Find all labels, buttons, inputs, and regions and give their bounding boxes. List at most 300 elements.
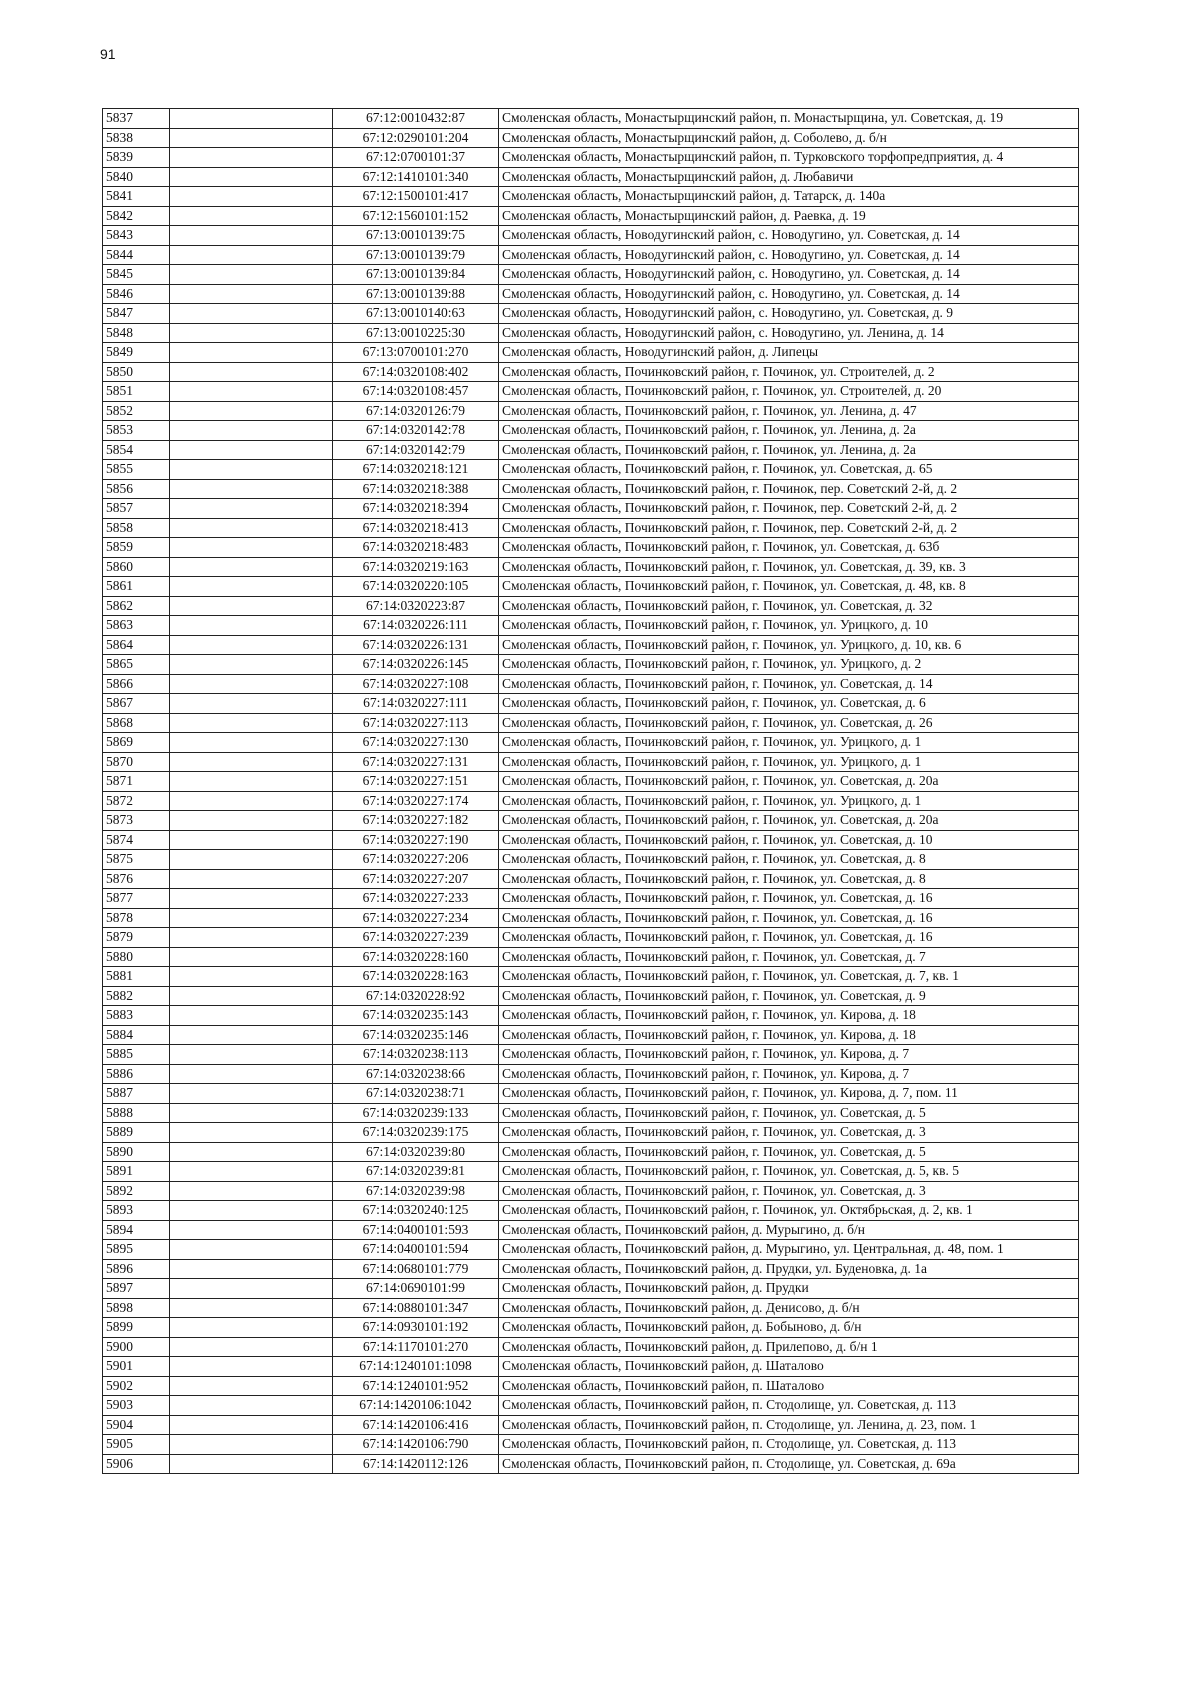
address-cell: Смоленская область, Починковский район, д. Денисово, д. б/н bbox=[499, 1298, 1079, 1318]
address-cell: Смоленская область, Монастырщинский район, д. Любавичи bbox=[499, 167, 1079, 187]
table-row bbox=[103, 187, 1079, 207]
table-row bbox=[103, 1162, 1079, 1182]
address-cell: Смоленская область, Починковский район, г. Починок, пер. Советский 2-й, д. 2 bbox=[499, 518, 1079, 538]
address-cell: Смоленская область, Монастырщинский район, д. Раевка, д. 19 bbox=[499, 206, 1079, 226]
address-cell: Смоленская область, Починковский район, г. Починок, ул. Кирова, д. 7 bbox=[499, 1045, 1079, 1065]
row-empty-cell bbox=[170, 830, 333, 850]
cadastral-number-cell: 67:14:0320223:87 bbox=[333, 596, 499, 616]
address-cell: Смоленская область, Монастырщинский район, д. Татарск, д. 140а bbox=[499, 187, 1079, 207]
row-number-cell: 5854 bbox=[103, 440, 170, 460]
address-cell: Смоленская область, Починковский район, п. Стодолище, ул. Ленина, д. 23, пом. 1 bbox=[499, 1415, 1079, 1435]
row-empty-cell bbox=[170, 947, 333, 967]
row-number-cell: 5848 bbox=[103, 323, 170, 343]
row-empty-cell bbox=[170, 421, 333, 441]
row-number-cell: 5873 bbox=[103, 811, 170, 831]
row-number-cell: 5885 bbox=[103, 1045, 170, 1065]
address-cell: Смоленская область, Починковский район, г. Починок, ул. Советская, д. 3 bbox=[499, 1123, 1079, 1143]
row-number-cell: 5892 bbox=[103, 1181, 170, 1201]
table-row bbox=[103, 1006, 1079, 1026]
cadastral-number-cell: 67:13:0010225:30 bbox=[333, 323, 499, 343]
row-empty-cell bbox=[170, 869, 333, 889]
cadastral-number-cell: 67:14:1420106:416 bbox=[333, 1415, 499, 1435]
cadastral-number-cell: 67:13:0700101:270 bbox=[333, 343, 499, 363]
address-cell: Смоленская область, Починковский район, д. Мурыгино, д. б/н bbox=[499, 1220, 1079, 1240]
row-empty-cell bbox=[170, 206, 333, 226]
cadastral-number-cell: 67:14:0320226:111 bbox=[333, 616, 499, 636]
row-number-cell: 5847 bbox=[103, 304, 170, 324]
address-cell: Смоленская область, Новодугинский район, с. Новодугино, ул. Советская, д. 9 bbox=[499, 304, 1079, 324]
address-cell: Смоленская область, Починковский район, г. Починок, ул. Советская, д. 20а bbox=[499, 811, 1079, 831]
row-number-cell: 5894 bbox=[103, 1220, 170, 1240]
row-empty-cell bbox=[170, 1220, 333, 1240]
address-cell: Смоленская область, Починковский район, г. Починок, ул. Советская, д. 8 bbox=[499, 869, 1079, 889]
address-cell: Смоленская область, Починковский район, г. Починок, ул. Кирова, д. 7 bbox=[499, 1064, 1079, 1084]
address-cell: Смоленская область, Монастырщинский район, п. Монастырщина, ул. Советская, д. 19 bbox=[499, 109, 1079, 129]
address-cell: Смоленская область, Починковский район, г. Починок, ул. Советская, д. 16 bbox=[499, 928, 1079, 948]
address-cell: Смоленская область, Новодугинский район, с. Новодугино, ул. Советская, д. 14 bbox=[499, 284, 1079, 304]
page-number: 91 bbox=[100, 46, 116, 62]
row-number-cell: 5895 bbox=[103, 1240, 170, 1260]
row-number-cell: 5865 bbox=[103, 655, 170, 675]
cadastral-number-cell: 67:14:0320142:79 bbox=[333, 440, 499, 460]
cadastral-number-cell: 67:12:0700101:37 bbox=[333, 148, 499, 168]
row-empty-cell bbox=[170, 499, 333, 519]
table-row bbox=[103, 577, 1079, 597]
cadastral-number-cell: 67:14:0320218:413 bbox=[333, 518, 499, 538]
table-row bbox=[103, 128, 1079, 148]
table-row bbox=[103, 479, 1079, 499]
address-cell: Смоленская область, Починковский район, д. Мурыгино, ул. Центральная, д. 48, пом. 1 bbox=[499, 1240, 1079, 1260]
address-cell: Смоленская область, Монастырщинский район, п. Турковского торфопредприятия, д. 4 bbox=[499, 148, 1079, 168]
row-number-cell: 5843 bbox=[103, 226, 170, 246]
cadastral-number-cell: 67:14:0320239:80 bbox=[333, 1142, 499, 1162]
row-empty-cell bbox=[170, 284, 333, 304]
table-row bbox=[103, 1181, 1079, 1201]
row-empty-cell bbox=[170, 187, 333, 207]
address-cell: Смоленская область, Монастырщинский район, д. Соболево, д. б/н bbox=[499, 128, 1079, 148]
row-number-cell: 5887 bbox=[103, 1084, 170, 1104]
address-cell: Смоленская область, Починковский район, г. Починок, пер. Советский 2-й, д. 2 bbox=[499, 479, 1079, 499]
row-empty-cell bbox=[170, 733, 333, 753]
address-cell: Смоленская область, Починковский район, г. Починок, ул. Советская, д. 39, кв. 3 bbox=[499, 557, 1079, 577]
address-cell: Смоленская область, Новодугинский район, с. Новодугино, ул. Советская, д. 14 bbox=[499, 245, 1079, 265]
row-empty-cell bbox=[170, 1415, 333, 1435]
cadastral-number-cell: 67:14:0320219:163 bbox=[333, 557, 499, 577]
row-number-cell: 5849 bbox=[103, 343, 170, 363]
row-empty-cell bbox=[170, 596, 333, 616]
address-cell: Смоленская область, Починковский район, г. Починок, ул. Советская, д. 14 bbox=[499, 674, 1079, 694]
row-number-cell: 5844 bbox=[103, 245, 170, 265]
cadastral-number-cell: 67:13:0010140:63 bbox=[333, 304, 499, 324]
table-row bbox=[103, 382, 1079, 402]
row-empty-cell bbox=[170, 694, 333, 714]
row-number-cell: 5870 bbox=[103, 752, 170, 772]
row-empty-cell bbox=[170, 109, 333, 129]
row-empty-cell bbox=[170, 323, 333, 343]
address-cell: Смоленская область, Новодугинский район, д. Липецы bbox=[499, 343, 1079, 363]
row-empty-cell bbox=[170, 401, 333, 421]
table-row bbox=[103, 401, 1079, 421]
row-number-cell: 5875 bbox=[103, 850, 170, 870]
cadastral-number-cell: 67:14:0680101:779 bbox=[333, 1259, 499, 1279]
table-row bbox=[103, 362, 1079, 382]
table-row bbox=[103, 518, 1079, 538]
table-row bbox=[103, 1084, 1079, 1104]
address-cell: Смоленская область, Починковский район, г. Починок, ул. Советская, д. 8 bbox=[499, 850, 1079, 870]
table-row bbox=[103, 1415, 1079, 1435]
cadastral-number-cell: 67:14:0320220:105 bbox=[333, 577, 499, 597]
row-empty-cell bbox=[170, 1454, 333, 1474]
table-row bbox=[103, 206, 1079, 226]
cadastral-number-cell: 67:14:0320228:160 bbox=[333, 947, 499, 967]
row-empty-cell bbox=[170, 635, 333, 655]
row-number-cell: 5841 bbox=[103, 187, 170, 207]
row-number-cell: 5839 bbox=[103, 148, 170, 168]
row-number-cell: 5866 bbox=[103, 674, 170, 694]
cadastral-number-cell: 67:14:1240101:1098 bbox=[333, 1357, 499, 1377]
cadastral-number-cell: 67:14:0320239:175 bbox=[333, 1123, 499, 1143]
row-empty-cell bbox=[170, 908, 333, 928]
address-cell: Смоленская область, Починковский район, г. Починок, ул. Советская, д. 5, кв. 5 bbox=[499, 1162, 1079, 1182]
table-row bbox=[103, 1142, 1079, 1162]
address-cell: Смоленская область, Новодугинский район, с. Новодугино, ул. Советская, д. 14 bbox=[499, 265, 1079, 285]
table-row bbox=[103, 908, 1079, 928]
table-row bbox=[103, 1123, 1079, 1143]
address-cell: Смоленская область, Починковский район, г. Починок, ул. Советская, д. 26 bbox=[499, 713, 1079, 733]
row-number-cell: 5890 bbox=[103, 1142, 170, 1162]
cadastral-number-cell: 67:12:1500101:417 bbox=[333, 187, 499, 207]
table-row bbox=[103, 304, 1079, 324]
row-number-cell: 5855 bbox=[103, 460, 170, 480]
row-empty-cell bbox=[170, 616, 333, 636]
address-cell: Смоленская область, Починковский район, п. Стодолище, ул. Советская, д. 113 bbox=[499, 1396, 1079, 1416]
row-number-cell: 5869 bbox=[103, 733, 170, 753]
row-number-cell: 5906 bbox=[103, 1454, 170, 1474]
row-number-cell: 5857 bbox=[103, 499, 170, 519]
row-empty-cell bbox=[170, 167, 333, 187]
row-number-cell: 5861 bbox=[103, 577, 170, 597]
table-row bbox=[103, 1396, 1079, 1416]
address-cell: Смоленская область, Починковский район, г. Починок, ул. Советская, д. 7 bbox=[499, 947, 1079, 967]
cadastral-number-cell: 67:14:0320227:131 bbox=[333, 752, 499, 772]
table-row bbox=[103, 791, 1079, 811]
table-row bbox=[103, 967, 1079, 987]
row-empty-cell bbox=[170, 1259, 333, 1279]
table-row bbox=[103, 265, 1079, 285]
row-number-cell: 5879 bbox=[103, 928, 170, 948]
row-number-cell: 5846 bbox=[103, 284, 170, 304]
table-row bbox=[103, 148, 1079, 168]
table-row bbox=[103, 772, 1079, 792]
row-empty-cell bbox=[170, 1376, 333, 1396]
table-row bbox=[103, 1298, 1079, 1318]
row-number-cell: 5874 bbox=[103, 830, 170, 850]
row-empty-cell bbox=[170, 518, 333, 538]
row-number-cell: 5877 bbox=[103, 889, 170, 909]
address-cell: Смоленская область, Починковский район, п. Стодолище, ул. Советская, д. 69а bbox=[499, 1454, 1079, 1474]
row-number-cell: 5901 bbox=[103, 1357, 170, 1377]
table-row bbox=[103, 1025, 1079, 1045]
cadastral-number-cell: 67:13:0010139:75 bbox=[333, 226, 499, 246]
cadastral-number-cell: 67:12:1560101:152 bbox=[333, 206, 499, 226]
row-empty-cell bbox=[170, 1279, 333, 1299]
row-empty-cell bbox=[170, 479, 333, 499]
row-number-cell: 5902 bbox=[103, 1376, 170, 1396]
row-empty-cell bbox=[170, 850, 333, 870]
row-number-cell: 5889 bbox=[103, 1123, 170, 1143]
row-number-cell: 5898 bbox=[103, 1298, 170, 1318]
address-cell: Смоленская область, Починковский район, г. Починок, ул. Советская, д. 10 bbox=[499, 830, 1079, 850]
address-cell: Смоленская область, Починковский район, г. Починок, ул. Урицкого, д. 10 bbox=[499, 616, 1079, 636]
cadastral-number-cell: 67:13:0010139:88 bbox=[333, 284, 499, 304]
address-cell: Смоленская область, Починковский район, г. Починок, ул. Кирова, д. 18 bbox=[499, 1025, 1079, 1045]
row-number-cell: 5882 bbox=[103, 986, 170, 1006]
cadastral-number-cell: 67:14:0320226:145 bbox=[333, 655, 499, 675]
row-empty-cell bbox=[170, 1181, 333, 1201]
row-empty-cell bbox=[170, 928, 333, 948]
row-number-cell: 5856 bbox=[103, 479, 170, 499]
table-row bbox=[103, 1201, 1079, 1221]
row-empty-cell bbox=[170, 1435, 333, 1455]
cadastral-number-cell: 67:14:0320108:457 bbox=[333, 382, 499, 402]
table-row bbox=[103, 538, 1079, 558]
row-empty-cell bbox=[170, 304, 333, 324]
row-empty-cell bbox=[170, 440, 333, 460]
address-cell: Смоленская область, Починковский район, д. Прудки, ул. Буденовка, д. 1а bbox=[499, 1259, 1079, 1279]
table-row bbox=[103, 421, 1079, 441]
row-number-cell: 5840 bbox=[103, 167, 170, 187]
row-empty-cell bbox=[170, 245, 333, 265]
cadastral-number-cell: 67:14:0320235:146 bbox=[333, 1025, 499, 1045]
row-empty-cell bbox=[170, 772, 333, 792]
cadastral-number-cell: 67:14:0320126:79 bbox=[333, 401, 499, 421]
row-number-cell: 5872 bbox=[103, 791, 170, 811]
cadastral-number-cell: 67:14:0400101:594 bbox=[333, 1240, 499, 1260]
row-empty-cell bbox=[170, 265, 333, 285]
address-cell: Смоленская область, Починковский район, г. Починок, ул. Советская, д. 65 bbox=[499, 460, 1079, 480]
row-number-cell: 5905 bbox=[103, 1435, 170, 1455]
row-empty-cell bbox=[170, 1084, 333, 1104]
row-number-cell: 5871 bbox=[103, 772, 170, 792]
row-empty-cell bbox=[170, 460, 333, 480]
row-empty-cell bbox=[170, 1396, 333, 1416]
row-number-cell: 5876 bbox=[103, 869, 170, 889]
table-row bbox=[103, 1064, 1079, 1084]
table-row bbox=[103, 499, 1079, 519]
row-empty-cell bbox=[170, 713, 333, 733]
row-empty-cell bbox=[170, 1103, 333, 1123]
row-number-cell: 5858 bbox=[103, 518, 170, 538]
row-empty-cell bbox=[170, 1298, 333, 1318]
row-empty-cell bbox=[170, 128, 333, 148]
table-row bbox=[103, 1279, 1079, 1299]
table-row bbox=[103, 167, 1079, 187]
row-empty-cell bbox=[170, 967, 333, 987]
cadastral-number-cell: 67:14:0320238:71 bbox=[333, 1084, 499, 1104]
row-empty-cell bbox=[170, 1142, 333, 1162]
row-number-cell: 5859 bbox=[103, 538, 170, 558]
row-empty-cell bbox=[170, 1240, 333, 1260]
address-cell: Смоленская область, Починковский район, г. Починок, ул. Октябрьская, д. 2, кв. 1 bbox=[499, 1201, 1079, 1221]
row-empty-cell bbox=[170, 655, 333, 675]
address-cell: Смоленская область, Починковский район, г. Починок, ул. Советская, д. 16 bbox=[499, 889, 1079, 909]
address-cell: Смоленская область, Починковский район, г. Починок, ул. Строителей, д. 20 bbox=[499, 382, 1079, 402]
row-empty-cell bbox=[170, 1064, 333, 1084]
cadastral-number-cell: 67:14:0400101:593 bbox=[333, 1220, 499, 1240]
table-row bbox=[103, 343, 1079, 363]
row-empty-cell bbox=[170, 1045, 333, 1065]
cadastral-number-cell: 67:14:0930101:192 bbox=[333, 1318, 499, 1338]
row-empty-cell bbox=[170, 148, 333, 168]
table-row bbox=[103, 1376, 1079, 1396]
row-empty-cell bbox=[170, 752, 333, 772]
row-empty-cell bbox=[170, 1123, 333, 1143]
table-row bbox=[103, 869, 1079, 889]
address-cell: Смоленская область, Починковский район, г. Починок, ул. Ленина, д. 2а bbox=[499, 421, 1079, 441]
table-row bbox=[103, 850, 1079, 870]
row-empty-cell bbox=[170, 1357, 333, 1377]
table-row bbox=[103, 1454, 1079, 1474]
cadastral-number-cell: 67:14:1420106:1042 bbox=[333, 1396, 499, 1416]
table-row bbox=[103, 830, 1079, 850]
row-number-cell: 5891 bbox=[103, 1162, 170, 1182]
row-number-cell: 5860 bbox=[103, 557, 170, 577]
address-cell: Смоленская область, Новодугинский район, с. Новодугино, ул. Ленина, д. 14 bbox=[499, 323, 1079, 343]
table-row bbox=[103, 1357, 1079, 1377]
cadastral-number-cell: 67:14:0320227:233 bbox=[333, 889, 499, 909]
row-number-cell: 5899 bbox=[103, 1318, 170, 1338]
address-cell: Смоленская область, Починковский район, п. Стодолище, ул. Советская, д. 113 bbox=[499, 1435, 1079, 1455]
address-cell: Смоленская область, Починковский район, д. Шаталово bbox=[499, 1357, 1079, 1377]
cadastral-number-cell: 67:14:0320218:121 bbox=[333, 460, 499, 480]
address-cell: Смоленская область, Починковский район, г. Починок, ул. Урицкого, д. 1 bbox=[499, 752, 1079, 772]
row-number-cell: 5881 bbox=[103, 967, 170, 987]
row-empty-cell bbox=[170, 1006, 333, 1026]
row-empty-cell bbox=[170, 1025, 333, 1045]
table-row bbox=[103, 1318, 1079, 1338]
row-empty-cell bbox=[170, 1337, 333, 1357]
address-cell: Смоленская область, Починковский район, г. Починок, ул. Советская, д. 6 bbox=[499, 694, 1079, 714]
row-empty-cell bbox=[170, 1318, 333, 1338]
address-cell: Смоленская область, Починковский район, г. Починок, ул. Урицкого, д. 1 bbox=[499, 733, 1079, 753]
table-row bbox=[103, 1337, 1079, 1357]
cadastral-number-cell: 67:14:0320227:151 bbox=[333, 772, 499, 792]
address-cell: Смоленская область, Починковский район, г. Починок, ул. Строителей, д. 2 bbox=[499, 362, 1079, 382]
row-number-cell: 5864 bbox=[103, 635, 170, 655]
address-cell: Смоленская область, Починковский район, г. Починок, ул. Урицкого, д. 2 bbox=[499, 655, 1079, 675]
row-empty-cell bbox=[170, 791, 333, 811]
cadastral-number-cell: 67:14:0320240:125 bbox=[333, 1201, 499, 1221]
cadastral-number-cell: 67:14:0320227:113 bbox=[333, 713, 499, 733]
cadastral-number-cell: 67:13:0010139:84 bbox=[333, 265, 499, 285]
cadastral-number-cell: 67:14:1240101:952 bbox=[333, 1376, 499, 1396]
address-cell: Смоленская область, Починковский район, г. Починок, ул. Урицкого, д. 10, кв. 6 bbox=[499, 635, 1079, 655]
cadastral-number-cell: 67:14:0320226:131 bbox=[333, 635, 499, 655]
table-row bbox=[103, 557, 1079, 577]
table-row bbox=[103, 811, 1079, 831]
cadastral-number-cell: 67:14:0320227:108 bbox=[333, 674, 499, 694]
row-number-cell: 5888 bbox=[103, 1103, 170, 1123]
registry-table-body bbox=[103, 109, 1079, 1474]
address-cell: Смоленская область, Починковский район, г. Починок, ул. Советская, д. 32 bbox=[499, 596, 1079, 616]
row-empty-cell bbox=[170, 538, 333, 558]
cadastral-number-cell: 67:14:0320227:111 bbox=[333, 694, 499, 714]
cadastral-number-cell: 67:14:0320218:394 bbox=[333, 499, 499, 519]
cadastral-number-cell: 67:14:0880101:347 bbox=[333, 1298, 499, 1318]
row-number-cell: 5837 bbox=[103, 109, 170, 129]
row-empty-cell bbox=[170, 1201, 333, 1221]
cadastral-number-cell: 67:12:0010432:87 bbox=[333, 109, 499, 129]
cadastral-number-cell: 67:14:0320142:78 bbox=[333, 421, 499, 441]
row-empty-cell bbox=[170, 889, 333, 909]
table-row bbox=[103, 440, 1079, 460]
table-row bbox=[103, 226, 1079, 246]
row-number-cell: 5903 bbox=[103, 1396, 170, 1416]
row-number-cell: 5838 bbox=[103, 128, 170, 148]
table-row bbox=[103, 889, 1079, 909]
address-cell: Смоленская область, Починковский район, г. Починок, ул. Кирова, д. 18 bbox=[499, 1006, 1079, 1026]
row-number-cell: 5862 bbox=[103, 596, 170, 616]
cadastral-number-cell: 67:14:0320218:388 bbox=[333, 479, 499, 499]
row-number-cell: 5900 bbox=[103, 1337, 170, 1357]
address-cell: Смоленская область, Починковский район, д. Прилепово, д. б/н 1 bbox=[499, 1337, 1079, 1357]
address-cell: Смоленская область, Починковский район, г. Починок, ул. Советская, д. 7, кв. 1 bbox=[499, 967, 1079, 987]
table-row bbox=[103, 1103, 1079, 1123]
table-row bbox=[103, 713, 1079, 733]
row-number-cell: 5867 bbox=[103, 694, 170, 714]
address-cell: Смоленская область, Починковский район, г. Починок, ул. Советская, д. 5 bbox=[499, 1103, 1079, 1123]
table-row bbox=[103, 694, 1079, 714]
address-cell: Смоленская область, Починковский район, г. Починок, ул. Ленина, д. 47 bbox=[499, 401, 1079, 421]
table-row bbox=[103, 1435, 1079, 1455]
table-row bbox=[103, 635, 1079, 655]
address-cell: Смоленская область, Починковский район, г. Починок, ул. Советская, д. 16 bbox=[499, 908, 1079, 928]
address-cell: Смоленская область, Починковский район, г. Починок, ул. Советская, д. 3 bbox=[499, 1181, 1079, 1201]
row-empty-cell bbox=[170, 343, 333, 363]
table-row bbox=[103, 733, 1079, 753]
address-cell: Смоленская область, Починковский район, г. Починок, ул. Ленина, д. 2а bbox=[499, 440, 1079, 460]
cadastral-number-cell: 67:14:0320228:92 bbox=[333, 986, 499, 1006]
cadastral-number-cell: 67:14:0320227:174 bbox=[333, 791, 499, 811]
row-number-cell: 5893 bbox=[103, 1201, 170, 1221]
cadastral-number-cell: 67:12:1410101:340 bbox=[333, 167, 499, 187]
table-row bbox=[103, 109, 1079, 129]
cadastral-number-cell: 67:14:0320238:66 bbox=[333, 1064, 499, 1084]
row-number-cell: 5853 bbox=[103, 421, 170, 441]
address-cell: Смоленская область, Починковский район, г. Починок, ул. Урицкого, д. 1 bbox=[499, 791, 1079, 811]
cadastral-number-cell: 67:14:0320227:234 bbox=[333, 908, 499, 928]
row-number-cell: 5852 bbox=[103, 401, 170, 421]
cadastral-number-cell: 67:14:1420112:126 bbox=[333, 1454, 499, 1474]
table-row bbox=[103, 1259, 1079, 1279]
row-number-cell: 5850 bbox=[103, 362, 170, 382]
table-row bbox=[103, 245, 1079, 265]
address-cell: Смоленская область, Починковский район, г. Починок, ул. Кирова, д. 7, пом. 11 bbox=[499, 1084, 1079, 1104]
table-row bbox=[103, 1240, 1079, 1260]
table-row bbox=[103, 947, 1079, 967]
row-number-cell: 5884 bbox=[103, 1025, 170, 1045]
row-empty-cell bbox=[170, 811, 333, 831]
row-empty-cell bbox=[170, 557, 333, 577]
table-row bbox=[103, 323, 1079, 343]
row-number-cell: 5897 bbox=[103, 1279, 170, 1299]
cadastral-number-cell: 67:13:0010139:79 bbox=[333, 245, 499, 265]
row-empty-cell bbox=[170, 986, 333, 1006]
row-number-cell: 5904 bbox=[103, 1415, 170, 1435]
cadastral-number-cell: 67:14:0320218:483 bbox=[333, 538, 499, 558]
row-number-cell: 5842 bbox=[103, 206, 170, 226]
table-row bbox=[103, 1045, 1079, 1065]
